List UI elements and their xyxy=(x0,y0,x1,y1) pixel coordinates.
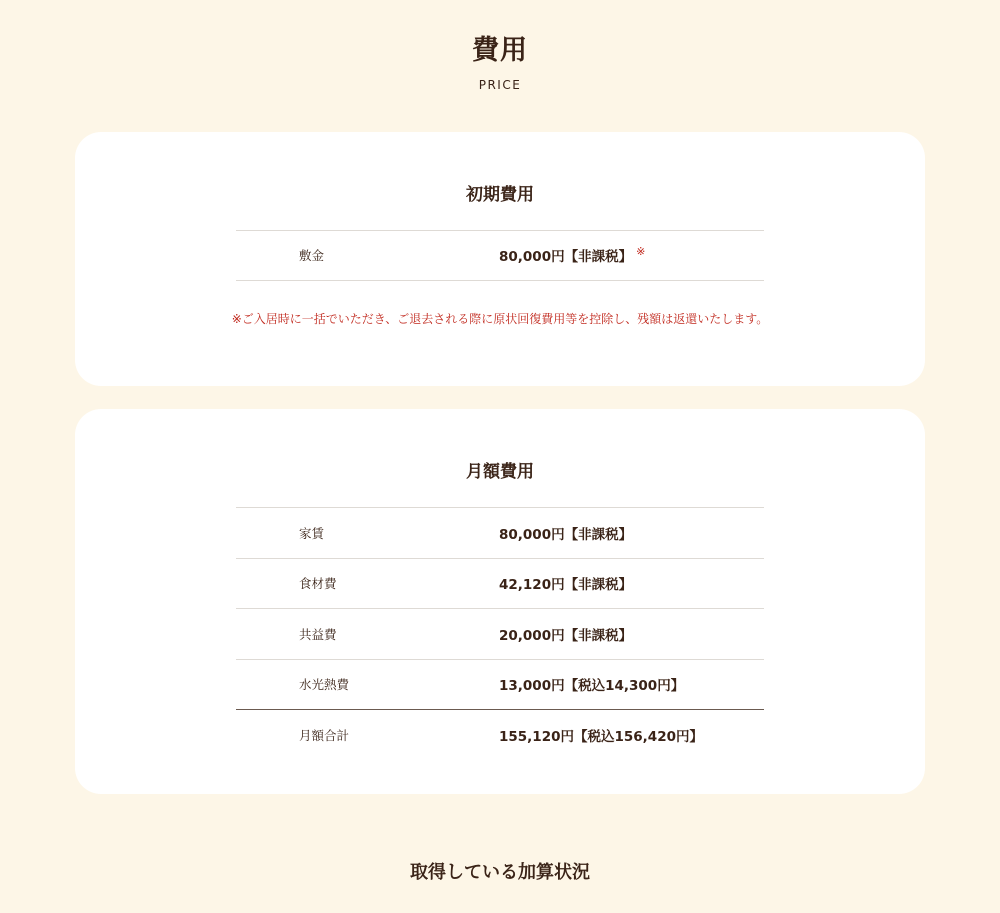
row-label-total: 月額合計 xyxy=(299,727,350,743)
table-row xyxy=(236,507,764,558)
deposit-amount: 80,000円【非課税】 xyxy=(499,249,633,266)
row-label-deposit: 敷金 xyxy=(299,248,325,264)
row-value-food: 42,120円【非課税】 xyxy=(499,577,633,594)
note-mark: ※ xyxy=(636,245,646,259)
additions-section-title: 取得している加算状況 xyxy=(410,862,590,883)
monthly-cost-title: 月額費用 xyxy=(466,462,534,482)
monthly-cost-table xyxy=(236,507,764,760)
row-value-common: 20,000円【非課税】 xyxy=(499,627,633,644)
monthly-cost-card xyxy=(75,409,925,794)
row-value-utilities: 13,000円【税込14,300円】 xyxy=(499,678,685,695)
row-value-total: 155,120円【税込156,420円】 xyxy=(499,728,703,745)
row-value-rent: 80,000円【非課税】 xyxy=(499,526,633,543)
initial-cost-table xyxy=(236,230,764,281)
initial-cost-card xyxy=(75,132,925,386)
table-row xyxy=(236,230,764,281)
table-row xyxy=(236,608,764,659)
page-subtitle: PRICE xyxy=(478,78,522,92)
initial-cost-title: 初期費用 xyxy=(466,185,534,205)
deposit-note: ※ご入居時に一括でいただき、ご退去される際に原状回復費用等を控除し、残額は返還いたします。 xyxy=(231,312,769,326)
row-value-deposit xyxy=(499,245,645,265)
row-label-common: 共益費 xyxy=(299,626,337,642)
table-row-total xyxy=(236,709,764,760)
table-row xyxy=(236,659,764,710)
row-label-utilities: 水光熱費 xyxy=(299,677,350,693)
table-row xyxy=(236,558,764,609)
row-label-food: 食材費 xyxy=(299,576,337,592)
row-label-rent: 家賃 xyxy=(299,525,325,541)
page-title: 費用 xyxy=(472,35,528,66)
